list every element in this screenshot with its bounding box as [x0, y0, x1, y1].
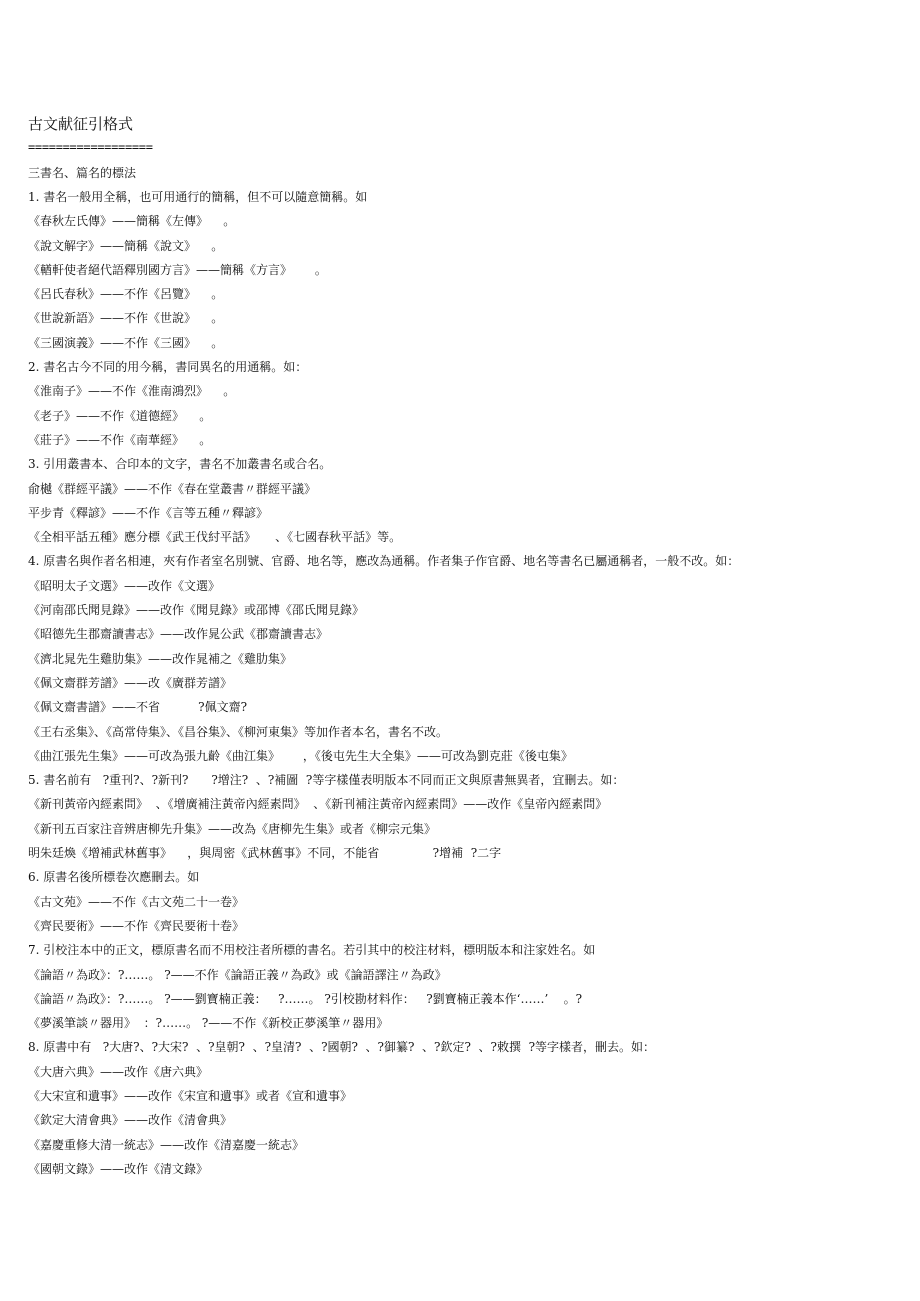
body-line: 《佩文齋書譜》——不省 ?佩文齋?	[28, 700, 248, 715]
body-line: 《全相平話五種》應分標《武王伐紂平話》 、《七國春秋平話》等。	[28, 530, 402, 545]
body-line: 1. 書名一般用全稱，也可用通行的簡稱，但不可以隨意簡稱。如	[28, 190, 368, 204]
body-line: 《老子》——不作《道德經》 。	[28, 408, 212, 423]
body-line: 《濟北晁先生雞肋集》——改作晁補之《雞肋集》	[28, 651, 293, 666]
body-line: 3. 引用叢書本、合印本的文字，書名不加叢書名或合名。	[28, 457, 332, 472]
body-line: 《論語〃為政》：?……。 ?——劉寶楠正義： ?……。 ?引校勘材料作： ?劉寶楠正義本作‘……’ 。?	[28, 991, 583, 1006]
body-line: 明朱廷煥《增補武林舊事》 ，與周密《武林舊事》不同，不能省 ?增補 ?二字	[28, 846, 502, 861]
body-line: 《大唐六典》——改作《唐六典》	[28, 1064, 209, 1079]
body-line: 《新刊五百家注音辨唐柳先升集》——改為《唐柳先生集》或者《柳宗元集》	[28, 821, 437, 836]
body-line: 《昭德先生郡齋讀書志》——改作晁公武《郡齋讀書志》	[28, 627, 329, 642]
section-heading: 三書名、篇名的標法	[28, 166, 137, 180]
body-line: 《昭明太子文選》——改作《文選》	[28, 578, 221, 593]
body-line: 平步青《釋諺》——不作《言等五種〃釋諺》	[28, 505, 269, 520]
body-line: 《佩文齋群芳譜》——改《廣群芳譜》	[28, 675, 233, 690]
body-line: 《王右丞集》、《高常侍集》、《昌谷集》、《柳河東集》等加作者本名，書名不改。	[28, 724, 449, 739]
body-line: 《輶軒使者絕代語釋別國方言》——簡稱《方言》 。	[28, 262, 327, 277]
body-line: 《齊民要術》——不作《齊民要術十卷》	[28, 918, 245, 933]
body-line: 《河南邵氏聞見錄》——改作《聞見錄》或邵博《邵氏聞見錄》	[28, 603, 365, 618]
body-line: 《三國演義》——不作《三國》 。	[28, 335, 224, 350]
body-line: 《國朝文錄》——改作《清文錄》	[28, 1161, 209, 1176]
body-line: 《世說新語》——不作《世說》 。	[28, 311, 224, 326]
body-line: 《莊子》——不作《南華經》 。	[28, 432, 212, 447]
body-line: 《新刊黃帝內經素問》 、《增廣補注黃帝內經素問》 、《新刊補注黃帝內經素問》——改作《皇帝內經素問》	[28, 797, 608, 812]
body-line: 8. 原書中有 ?大唐?、?大宋? 、?皇朝? 、?皇清? 、?國朝? 、?御纂? 、?欽定? 、?敕撰 ?等字樣者，刪去。如：	[28, 1040, 656, 1055]
body-line: 俞樾《群經平議》——不作《春在堂叢書〃群經平議》	[28, 481, 317, 496]
body-line: 2. 書名古今不同的用今稱，書同異名的用通稱。如：	[28, 360, 308, 375]
body-line: 5. 書名前有 ?重刊?、?新刊? ?增注? 、?補圖 ?等字樣僅表明版本不同而正文與原書無異者，宜刪去。如：	[28, 773, 625, 788]
body-line: 《淮南子》——不作《淮南鴻烈》 。	[28, 384, 236, 399]
body-line: 《大宋宣和遺事》——改作《宋宣和遺事》或者《宣和遺事》	[28, 1088, 353, 1103]
body-line: 《古文苑》——不作《古文苑二十一卷》	[28, 894, 245, 909]
body-line: 《曲江張先生集》——可改為張九齡《曲江集》 ，《後屯先生大全集》——可改為劉克莊《後屯集》	[28, 748, 573, 763]
body-line: 《說文解字》——簡稱《說文》 。	[28, 238, 224, 253]
body-line: 《欽定大清會典》——改作《清會典》	[28, 1113, 233, 1128]
body-line: 《春秋左氏傳》——簡稱《左傳》 。	[28, 214, 236, 229]
body-line: 7. 引校注本中的正文，標原書名而不用校注者所標的書名。若引其中的校注材料，標明版本和注家姓名。如	[28, 943, 596, 958]
document-title: 古文献征引格式	[28, 115, 134, 133]
body-line: 《夢溪筆談〃器用》 ：?……。 ?——不作《新校正夢溪筆〃器用》	[28, 1016, 389, 1031]
body-lines	[28, 188, 908, 1184]
separator-rule: ==================	[28, 140, 153, 154]
body-line: 4. 原書名與作者名相連，夾有作者室名別號、官爵、地名等，應改為通稱。作者集子作官爵、地名等書名已屬通稱者，一般不改。如：	[28, 554, 740, 569]
body-line: 6. 原書名後所標卷次應刪去。如	[28, 870, 200, 885]
document-page	[28, 112, 908, 1184]
body-line: 《呂氏春秋》——不作《呂覽》 。	[28, 287, 224, 302]
body-line: 《論語〃為政》：?……。 ?——不作《論語正義〃為政》或《論語譯注〃為政》	[28, 967, 447, 982]
body-line: 《嘉慶重修大清一統志》——改作《清嘉慶一統志》	[28, 1137, 305, 1152]
